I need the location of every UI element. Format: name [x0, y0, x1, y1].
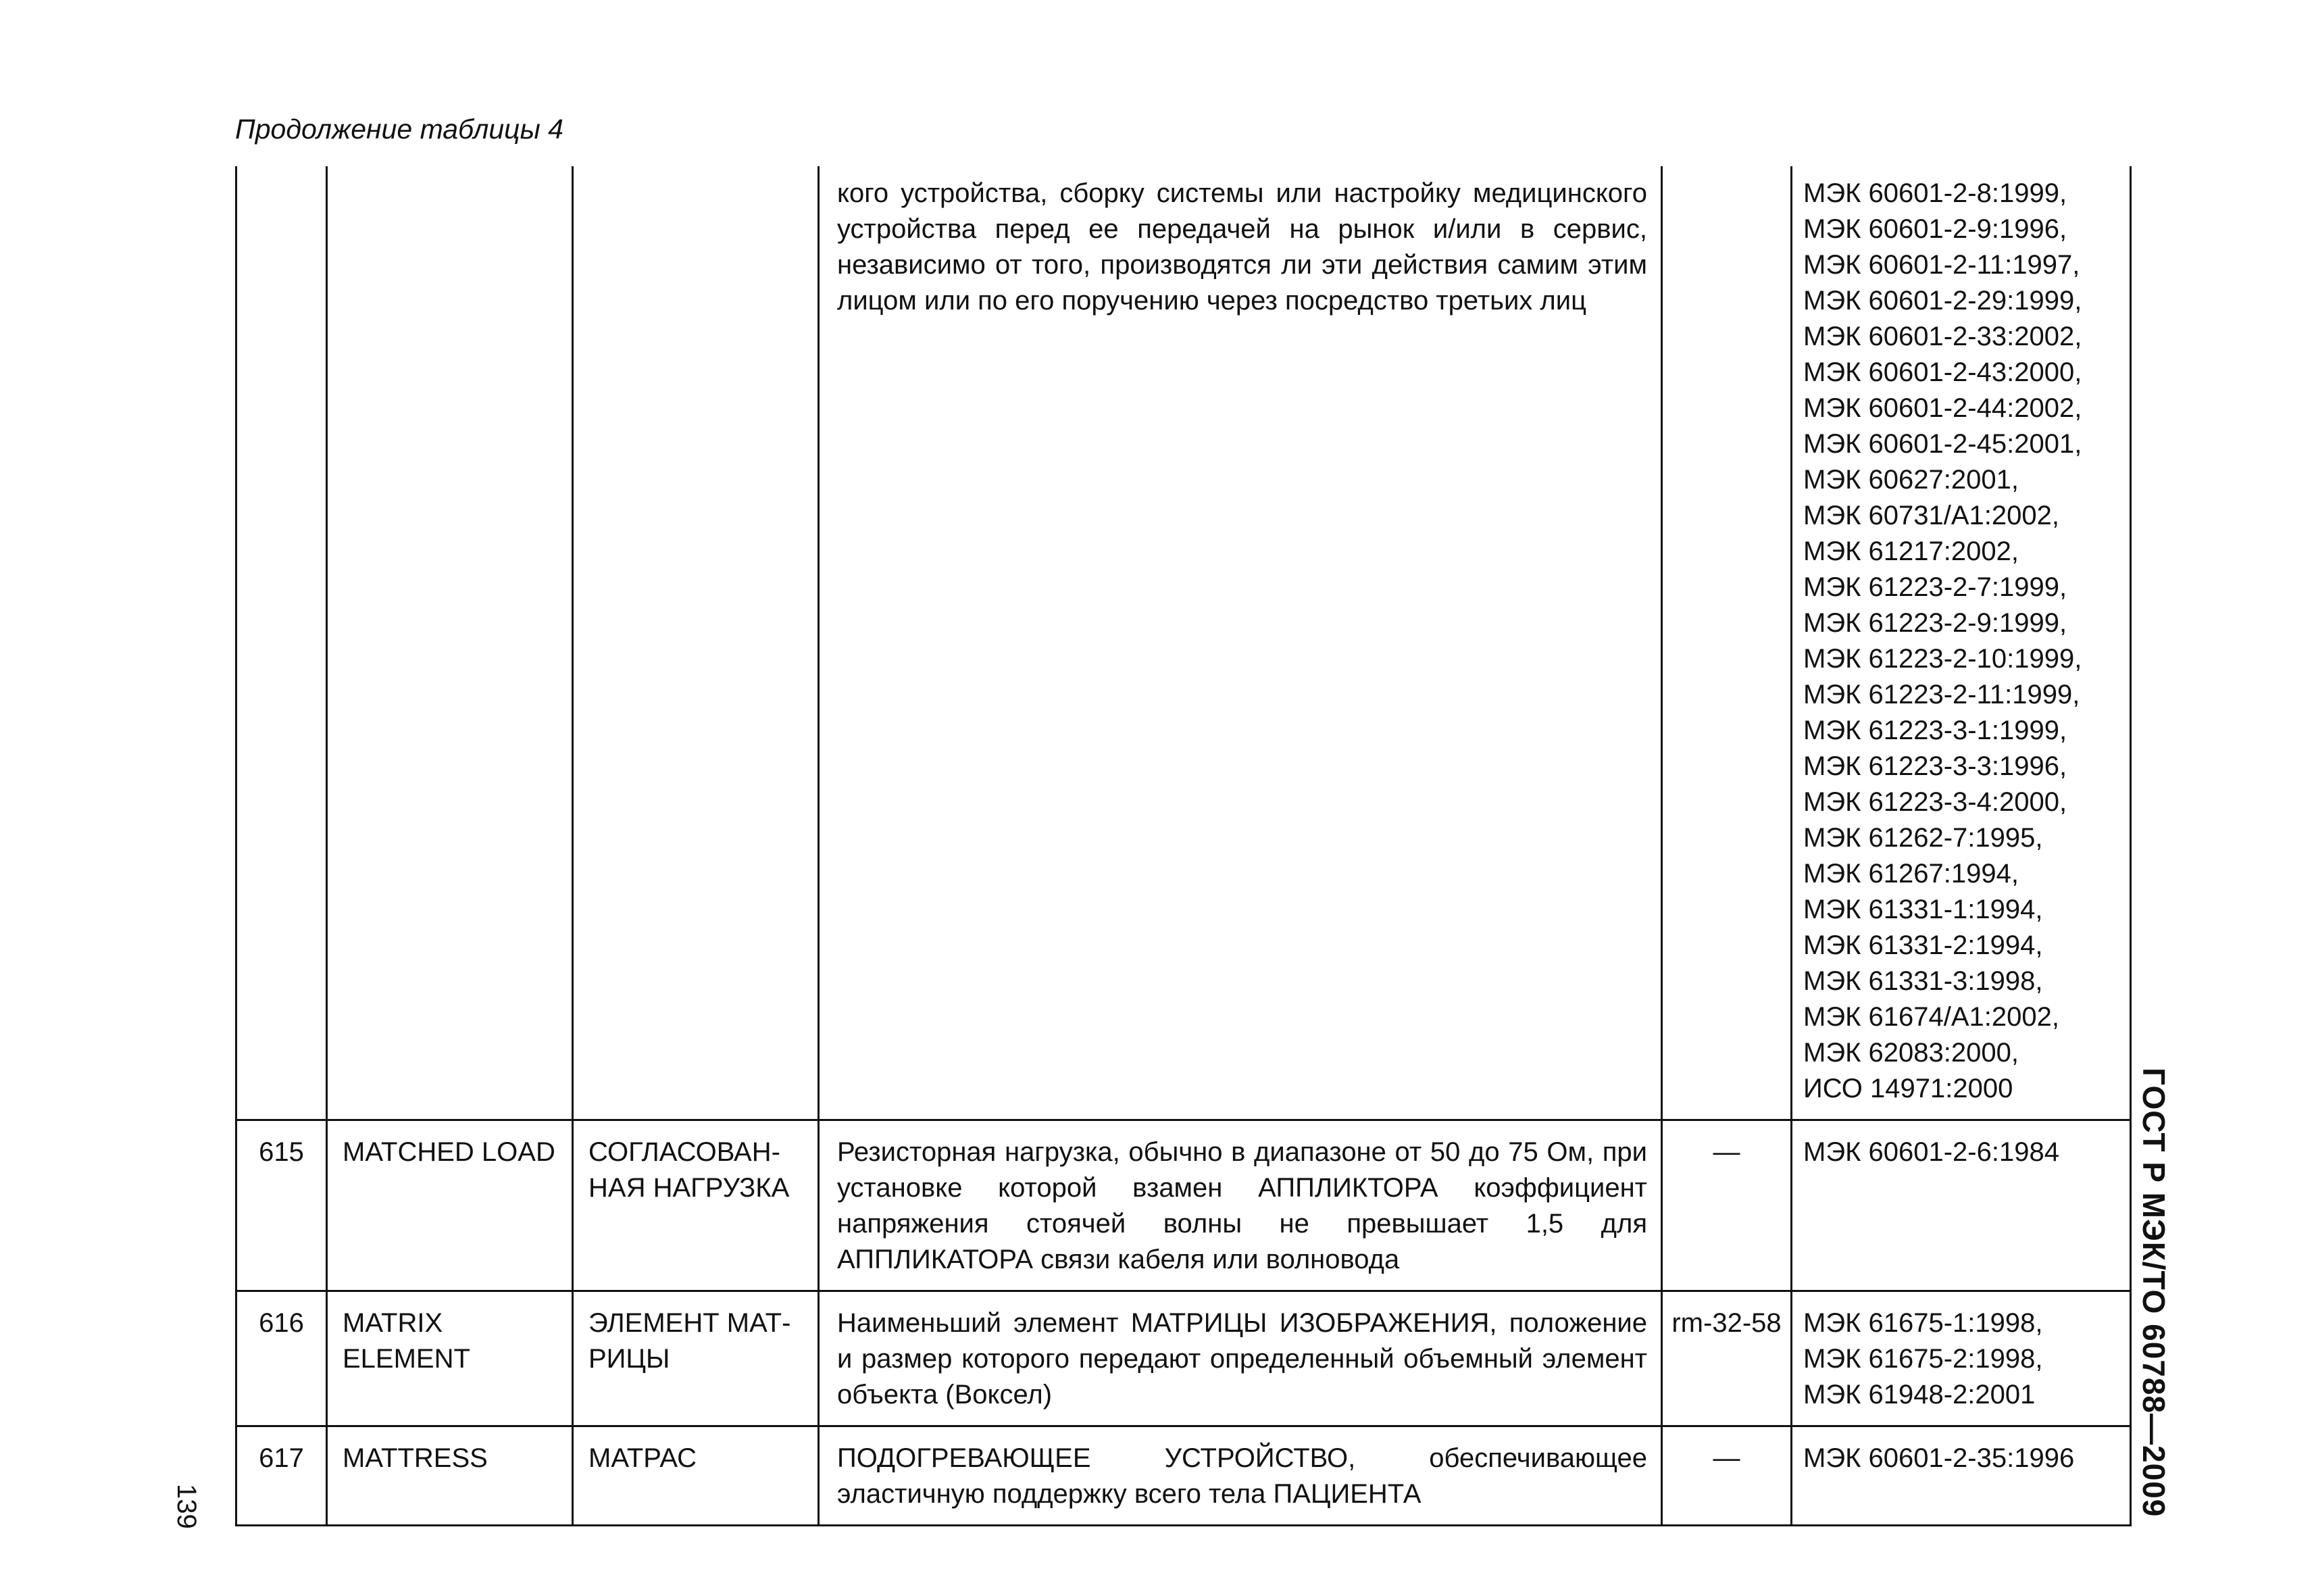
term-russian — [573, 166, 819, 1120]
term-english: MATTRESS — [327, 1426, 573, 1526]
terms-table — [235, 166, 2132, 1526]
term-code: rm-32-58 — [1662, 1291, 1792, 1426]
term-code — [1662, 166, 1792, 1120]
standard-reference: МЭК 60601-2-11:1997, — [1803, 250, 2080, 280]
standard-reference: МЭК 61262-7:1995, — [1803, 823, 2043, 853]
standard-reference: МЭК 61217:2002, — [1803, 537, 2019, 566]
term-english: MATRIX ELEMENT — [327, 1291, 573, 1426]
standard-reference: МЭК 61674/А1:2002, — [1803, 1002, 2059, 1032]
table-row — [236, 1426, 2131, 1526]
standard-reference: МЭК 60601-2-33:2002, — [1803, 322, 2082, 351]
term-number: 615 — [236, 1120, 327, 1291]
standard-reference: МЭК 61948-2:2001 — [1803, 1380, 2036, 1410]
term-standards — [1792, 1291, 2131, 1426]
term-code: — — [1662, 1426, 1792, 1526]
term-definition: ПОДОГРЕВАЮЩЕЕ УСТРОЙСТВО, обеспечивающее эластичную поддержку всего тела ПАЦИЕНТА — [819, 1426, 1662, 1526]
term-number: 616 — [236, 1291, 327, 1426]
standard-reference: МЭК 61675-2:1998, — [1803, 1344, 2043, 1374]
standard-reference: МЭК 61223-2-11:1999, — [1803, 680, 2080, 709]
table-continuation-caption: Продолжение таблицы 4 — [235, 114, 563, 145]
term-number: 617 — [236, 1426, 327, 1526]
standard-reference: МЭК 61331-3:1998, — [1803, 966, 2043, 996]
term-standards — [1792, 166, 2131, 1120]
standard-reference: МЭК 60627:2001, — [1803, 465, 2019, 495]
term-definition: Резисторная нагрузка, обычно в диапазоне от 50 до 75 Ом, при установке которой взамен АППЛИКТОРА коэффициент напряжения стоячей волны не превышает 1,5 для АППЛИКАТОРА связи кабеля или волновода — [819, 1120, 1662, 1291]
standard-reference: МЭК 60601-2-44:2002, — [1803, 393, 2082, 423]
term-english: MATCHED LOAD — [327, 1120, 573, 1291]
standard-reference: МЭК 61331-1:1994, — [1803, 895, 2043, 924]
standard-reference: МЭК 60731/А1:2002, — [1803, 501, 2059, 530]
standard-reference: МЭК 61223-3-3:1996, — [1803, 751, 2067, 781]
table-row — [236, 1291, 2131, 1426]
term-russian: МАТРАС — [573, 1426, 819, 1526]
standard-reference: МЭК 61223-2-10:1999, — [1803, 644, 2082, 674]
standard-reference: МЭК 61223-2-7:1999, — [1803, 572, 2067, 602]
term-number — [236, 166, 327, 1120]
table-row — [236, 166, 2131, 1120]
document-designation: ГОСТ Р МЭК/ТО 60788—2009 — [2136, 1068, 2171, 1518]
term-english — [327, 166, 573, 1120]
term-definition: кого устройства, сборку системы или настройку медицинского устройства перед ее передачей на рынок и/или в сервис, независимо от того, производятся ли эти действия самим этим лицом или по его поручению через посредство третьих лиц — [819, 166, 1662, 1120]
standard-reference: МЭК 61267:1994, — [1803, 859, 2019, 889]
standard-reference: ИСО 14971:2000 — [1803, 1074, 2013, 1103]
term-definition: Наименьший элемент МАТРИЦЫ ИЗОБРАЖЕНИЯ, положение и размер которого передают определенный объемный элемент объекта (Воксел) — [819, 1291, 1662, 1426]
table-row — [236, 1120, 2131, 1291]
standard-reference: МЭК 60601-2-8:1999, — [1803, 178, 2067, 208]
standard-reference: МЭК 60601-2-6:1984 — [1803, 1137, 2059, 1167]
standard-reference: МЭК 60601-2-43:2000, — [1803, 357, 2082, 387]
standard-reference: МЭК 61675-1:1998, — [1803, 1308, 2043, 1338]
standard-reference: МЭК 61223-3-1:1999, — [1803, 716, 2067, 745]
standard-reference: МЭК 60601-2-45:2001, — [1803, 429, 2082, 459]
term-russian: СОГЛАСОВАН- НАЯ НАГРУЗКА — [573, 1120, 819, 1291]
term-standards — [1792, 1120, 2131, 1291]
standard-reference: МЭК 60601-2-9:1996, — [1803, 214, 2067, 244]
standard-reference: МЭК 60601-2-35:1996 — [1803, 1443, 2075, 1473]
standard-reference: МЭК 61331-2:1994, — [1803, 930, 2043, 960]
standard-reference: МЭК 61223-2-9:1999, — [1803, 608, 2067, 638]
term-code: — — [1662, 1120, 1792, 1291]
standard-reference: МЭК 60601-2-29:1999, — [1803, 286, 2082, 316]
standard-reference: МЭК 62083:2000, — [1803, 1038, 2019, 1068]
standard-reference: МЭК 61223-3-4:2000, — [1803, 787, 2067, 817]
term-standards — [1792, 1426, 2131, 1526]
page-number: 139 — [172, 1484, 201, 1529]
term-russian: ЭЛЕМЕНТ МАТ- РИЦЫ — [573, 1291, 819, 1426]
